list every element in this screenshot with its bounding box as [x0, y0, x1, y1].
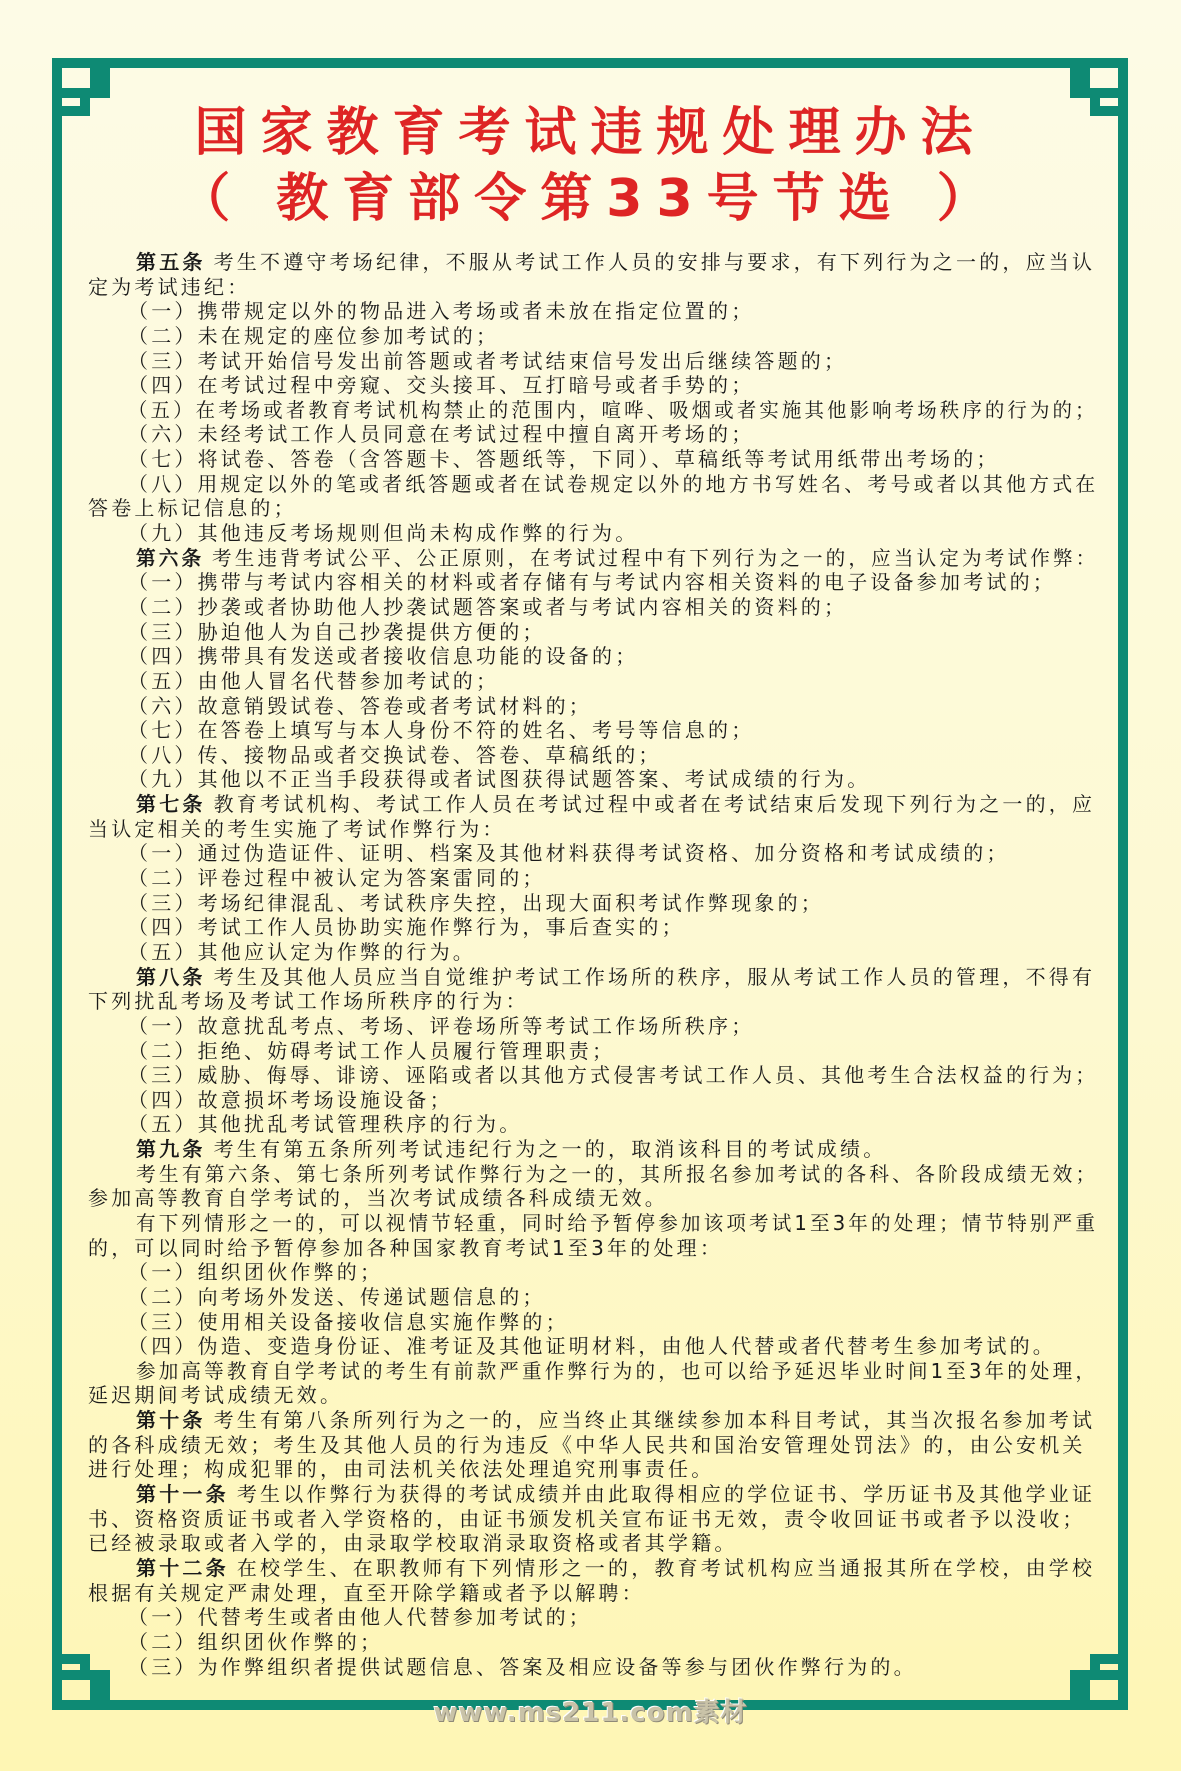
article-12-line: 第十二条 在校学生、在职教师有下列情形之一的，教育考试机构应当通报其所在学校，由学校 — [136, 1555, 1096, 1580]
article-7-line: 第七条 教育考试机构、考试工作人员在考试过程中或者在考试结束后发现下列行为之一的，应 — [136, 792, 1096, 817]
article-8-line: 下列扰乱考场及考试工作场所秩序的行为： — [88, 989, 529, 1014]
list-item: （九）其他以不正当手段获得或者试图获得试题答案、考试成绩的行为。 — [128, 767, 871, 792]
list-item: （一）组织团伙作弊的； — [128, 1260, 384, 1285]
frame-top — [90, 58, 1090, 68]
article-10-line: 进行处理；构成犯罪的，由司法机关依法处理追究刑事责任。 — [88, 1457, 715, 1482]
article-label: 第六条 — [136, 545, 205, 570]
article-label: 第八条 — [136, 964, 206, 989]
article-11-line: 书、资格资质证书或者入学资格的，由证书颁发机关宣布证书无效，责令收回证书或者予以没收； — [88, 1506, 1086, 1531]
page-subtitle: （ 教育部令第33号节选 ） — [178, 169, 1003, 229]
article-10-line: 的各科成绩无效；考生及其他人员的行为违反《中华人民共和国治安管理处罚法》的，由公安机关 — [88, 1432, 1086, 1457]
list-item: （五）由他人冒名代替参加考试的； — [128, 668, 500, 693]
article-9-line: 第九条 考生有第五条所列考试违纪行为之一的，取消该科目的考试成绩。 — [136, 1137, 887, 1162]
list-item: （七）在答卷上填写与本人身份不符的姓名、考号等信息的； — [128, 718, 755, 743]
list-item: （四）在考试过程中旁窥、交头接耳、互打暗号或者手势的； — [128, 373, 755, 398]
list-item: （一）故意扰乱考点、考场、评卷场所等考试工作场所秩序； — [128, 1013, 755, 1038]
article-9-para: 有下列情形之一的，可以视情节轻重，同时给予暂停参加该项考试1至3年的处理；情节特别严重 — [136, 1210, 1099, 1235]
list-item: （五）其他应认定为作弊的行为。 — [128, 939, 476, 964]
list-item: （四）考试工作人员协助实施作弊行为，事后查实的； — [128, 915, 685, 940]
article-label: 第十条 — [136, 1408, 206, 1433]
list-item: （四）伪造、变造身份证、准考证及其他证明材料，由他人代替或者代替考生参加考试的。 — [128, 1334, 1056, 1359]
list-item: （三）考场纪律混乱、考试秩序失控，出现大面积考试作弊现象的； — [128, 890, 824, 915]
list-item: （一）携带规定以外的物品进入考场或者未放在指定位置的； — [128, 299, 755, 324]
frame-right — [1118, 97, 1128, 1677]
list-item: （一）代替考生或者由他人代替参加考试的； — [128, 1605, 592, 1630]
article-9-para: 参加高等教育自学考试的，当次考试成绩各科成绩无效。 — [88, 1186, 668, 1211]
article-label: 第九条 — [136, 1137, 206, 1162]
article-6-line: 第六条 考生违背考试公平、公正原则，在考试过程中有下列行为之一的，应当认定为考试作弊： — [136, 545, 1099, 570]
article-11-line: 已经被录取或者入学的，由录取学校取消录取资格或者其学籍。 — [88, 1531, 738, 1556]
list-item: （三）胁迫他人为自己抄袭提供方便的； — [128, 619, 546, 644]
list-item: （三）使用相关设备接收信息实施作弊的； — [128, 1309, 569, 1334]
article-7-line: 当认定相关的考生实施了考试作弊行为： — [88, 816, 506, 841]
article-5-line: 定为考试违纪： — [88, 274, 251, 299]
frame-left — [52, 97, 62, 1677]
watermark: www.ms211.com素材 — [433, 1698, 748, 1728]
list-item: （二）拒绝、妨碍考试工作人员履行管理职责； — [128, 1038, 616, 1063]
list-item: （三）考试开始信号发出前答题或者考试结束信号发出后继续答题的； — [128, 348, 848, 373]
list-item: （二）抄袭或者协助他人抄袭试题答案或者与考试内容相关的资料的； — [128, 594, 848, 619]
document-body — [88, 250, 1098, 1679]
list-item: （四）携带具有发送或者接收信息功能的设备的； — [128, 644, 639, 669]
list-item: （五）其他扰乱考试管理秩序的行为。 — [128, 1112, 523, 1137]
article-9-para: 考生有第六条、第七条所列考试作弊行为之一的，其所报名参加考试的各科、各阶段成绩无效； — [136, 1161, 1099, 1186]
list-item: （五）在考场或者教育考试机构禁止的范围内，喧哗、吸烟或者实施其他影响考场秩序的行为的； — [128, 397, 1098, 422]
article-12-line: 根据有关规定严肃处理，直至开除学籍或者予以解聘： — [88, 1580, 645, 1605]
list-item: （一）携带与考试内容相关的材料或者存储有与考试内容相关资料的电子设备参加考试的； — [128, 570, 1056, 595]
article-9-para: 参加高等教育自学考试的考生有前款严重作弊行为的，也可以给予延迟毕业时间1至3年的处理， — [136, 1358, 1099, 1383]
list-item: （二）未在规定的座位参加考试的； — [128, 323, 500, 348]
article-label: 第十一条 — [136, 1482, 229, 1507]
article-9-para: 的，可以同时给予暂停参加各种国家教育考试1至3年的处理： — [88, 1235, 724, 1260]
list-item: （二）向考场外发送、传递试题信息的； — [128, 1284, 546, 1309]
article-9-para: 延迟期间考试成绩无效。 — [88, 1383, 344, 1408]
list-item: （八）用规定以外的笔或者纸答题或者在试卷规定以外的地方书写姓名、考号或者以其他方式在 — [128, 471, 1099, 496]
list-item: （三）为作弊组织者提供试题信息、答案及相应设备等参与团伙作弊行为的。 — [128, 1654, 917, 1679]
article-label: 第十二条 — [136, 1555, 229, 1580]
article-11-line: 第十一条 考生以作弊行为获得的考试成绩并由此取得相应的学位证书、学历证书及其他学业证 — [136, 1482, 1096, 1507]
list-item: （二）评卷过程中被认定为答案雷同的； — [128, 866, 546, 891]
article-8-line: 第八条 考生及其他人员应当自觉维护考试工作场所的秩序，服从考试工作人员的管理，不得有 — [136, 964, 1096, 989]
page-title: 国家教育考试违规处理办法 — [194, 103, 987, 163]
list-item: （三）威胁、侮辱、诽谤、诬陷或者以其他方式侵害考试工作人员、其他考生合法权益的行为； — [128, 1063, 1099, 1088]
list-item: （八）传、接物品或者交换试卷、答卷、草稿纸的； — [128, 742, 662, 767]
list-item: （四）故意损坏考场设施设备； — [128, 1087, 453, 1112]
list-item: （九）其他违反考场规则但尚未构成作弊的行为。 — [128, 521, 639, 546]
list-item-cont: 答卷上标记信息的； — [88, 496, 297, 521]
article-5-line: 第五条 考生不遵守考场纪律，不服从考试工作人员的安排与要求，有下列行为之一的，应当认 — [136, 250, 1096, 274]
list-item: （一）通过伪造证件、证明、档案及其他材料获得考试资格、加分资格和考试成绩的； — [128, 841, 1010, 866]
list-item: （六）故意销毁试卷、答卷或者考试材料的； — [128, 693, 592, 718]
list-item: （七）将试卷、答卷（含答题卡、答题纸等，下同）、草稿纸等考试用纸带出考场的； — [128, 447, 1000, 472]
article-10-line: 第十条 考生有第八条所列行为之一的，应当终止其继续参加本科目考试，其当次报名参加考试 — [136, 1408, 1096, 1433]
article-label: 第五条 — [136, 250, 206, 274]
list-item: （二）组织团伙作弊的； — [128, 1629, 384, 1654]
list-item: （六）未经考试工作人员同意在考试过程中擅自离开考场的； — [128, 422, 755, 447]
article-label: 第七条 — [136, 792, 206, 817]
